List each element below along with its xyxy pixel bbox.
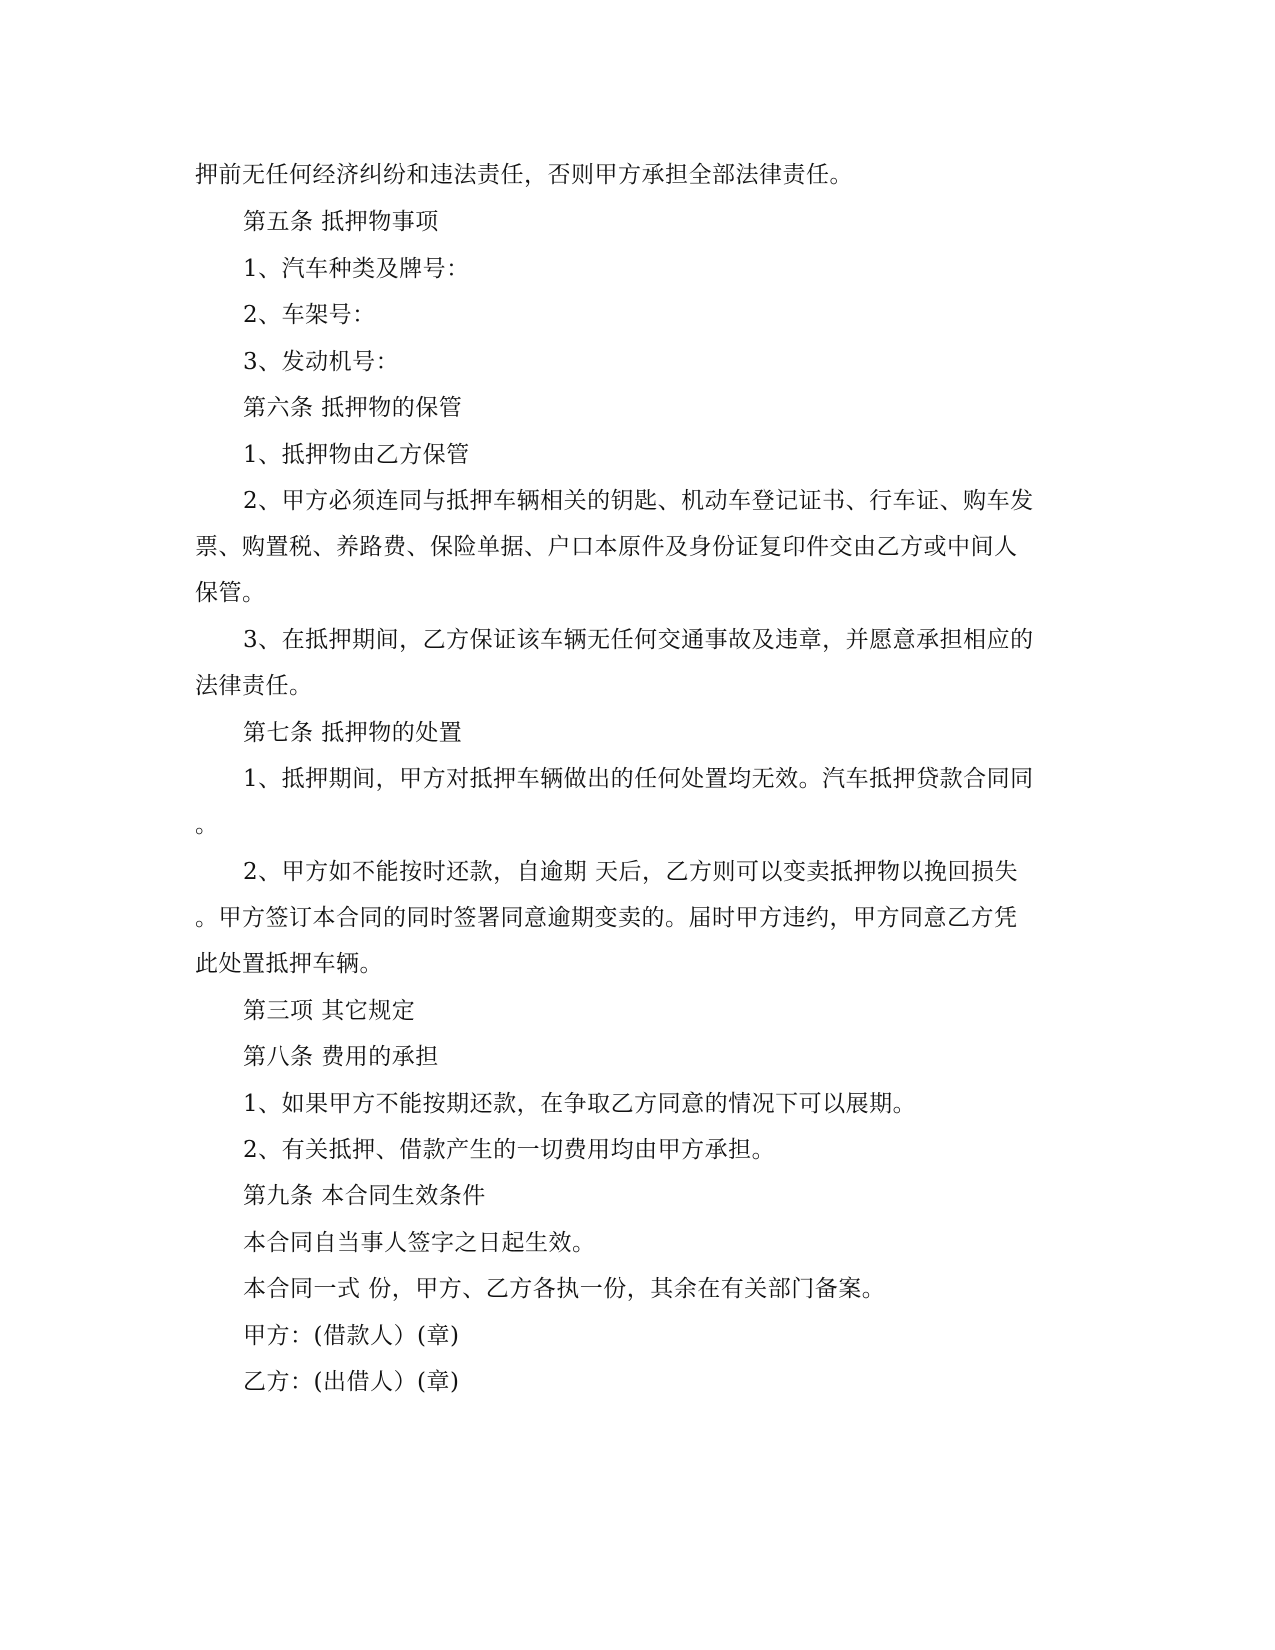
list-item: 3、在抵押期间，乙方保证该车辆无任何交通事故及违章，并愿意承担相应的 (243, 627, 1034, 653)
article-8-heading: 第八条 费用的承担 (243, 1044, 439, 1070)
article-5-heading: 第五条 抵押物事项 (243, 209, 439, 235)
paragraph-line: 票、购置税、养路费、保险单据、户口本原件及身份证复印件交由乙方或中间人 (195, 534, 1018, 560)
paragraph-line: 此处置抵押车辆。 (195, 951, 383, 977)
article-7-heading: 第七条 抵押物的处置 (243, 720, 463, 746)
list-item: 1、如果甲方不能按期还款，在争取乙方同意的情况下可以展期。 (243, 1091, 917, 1117)
section-3-heading: 第三项 其它规定 (243, 998, 416, 1024)
list-item: 1、汽车种类及牌号： (243, 256, 470, 282)
party-b-signature-line: 乙方：(出借人）(章) (243, 1369, 460, 1395)
list-item: 2、有关抵押、借款产生的一切费用均由甲方承担。 (243, 1137, 776, 1163)
article-9-heading: 第九条 本合同生效条件 (243, 1183, 486, 1209)
list-item: 2、甲方如不能按时还款，自逾期 天后，乙方则可以变卖抵押物以挽回损失 (243, 859, 1018, 885)
list-item: 1、抵押期间，甲方对抵押车辆做出的任何处置均无效。汽车抵押贷款合同同 (243, 766, 1034, 792)
paragraph-line: 保管。 (195, 580, 266, 606)
paragraph-line: 本合同一式 份，甲方、乙方各执一份，其余在有关部门备案。 (243, 1276, 886, 1302)
party-a-signature-line: 甲方：(借款人）(章) (243, 1323, 460, 1349)
list-item: 3、发动机号： (243, 349, 400, 375)
paragraph-line: 押前无任何经济纠纷和违法责任，否则甲方承担全部法律责任。 (195, 162, 853, 188)
list-item: 2、甲方必须连同与抵押车辆相关的钥匙、机动车登记证书、行车证、购车发 (243, 488, 1034, 514)
paragraph-line: 本合同自当事人签字之日起生效。 (243, 1230, 596, 1256)
paragraph-line: 法律责任。 (195, 673, 313, 699)
paragraph-line: 。 (195, 812, 219, 838)
list-item: 1、抵押物由乙方保管 (243, 442, 470, 468)
list-item: 2、车架号： (243, 302, 376, 328)
article-6-heading: 第六条 抵押物的保管 (243, 395, 463, 421)
paragraph-line: 。甲方签订本合同的同时签署同意逾期变卖的。届时甲方违约，甲方同意乙方凭 (195, 905, 1018, 931)
